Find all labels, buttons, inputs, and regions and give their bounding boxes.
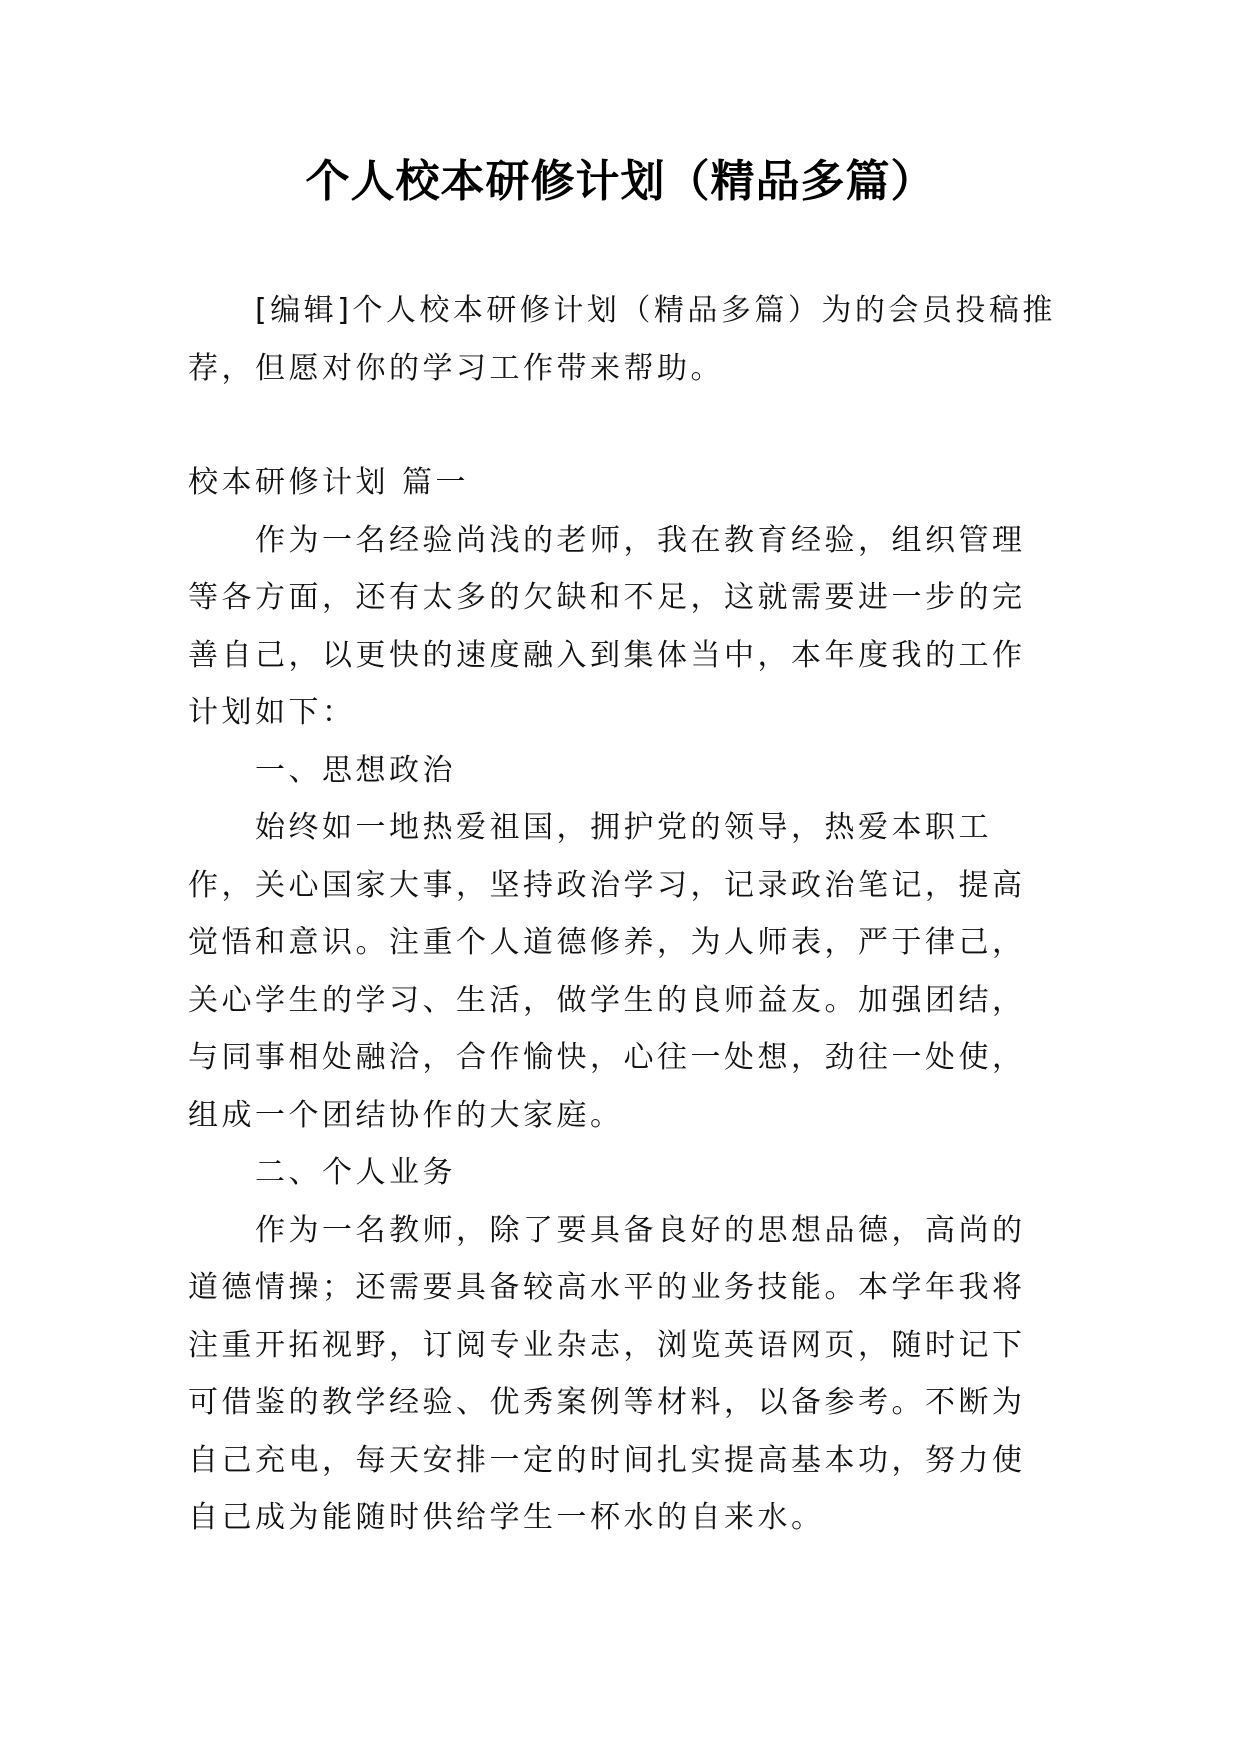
document-body xyxy=(188,282,1056,1547)
paragraph: 作为一名经验尚浅的老师，我在教育经验，组织管理等各方面，还有太多的欠缺和不足，这就需要进一步的完善自己，以更快的速度融入到集体当中，本年度我的工作计划如下： xyxy=(188,522,1026,730)
subheading-political: 一、思想政治 xyxy=(255,752,456,788)
paragraph: 作为一名教师，除了要具备良好的思想品德，高尚的道德情操；还需要具备较高水平的业务技能。本学年我将注重开拓视野，订阅专业杂志，浏览英语网页，随时记下可借鉴的教学经验、优秀案例等材料，以备参考。不断为自己充电，每天安排一定的时间扎实提高基本功，努力使自己成为能随时供给学生一杯水的自来水。 xyxy=(188,1212,1026,1535)
document-title: 个人校本研修计划（精品多篇） xyxy=(305,156,936,207)
subheading-business: 二、个人业务 xyxy=(255,1155,456,1190)
paragraph: 始终如一地热爱祖国，拥护党的领导，热爱本职工作，关心国家大事，坚持政治学习，记录政治笔记，提高觉悟和意识。注重个人道德修养，为人师表，严于律己，关心学生的学习、生活，做学生的良师益友。加强团结，与同事相处融洽，合作愉快，心往一处想，劲往一处使，组成一个团结协作的大家庭。 xyxy=(188,810,1026,1133)
section-heading: 校本研修计划 篇一 xyxy=(188,465,470,500)
intro-paragraph: [编辑]个人校本研修计划（精品多篇）为的会员投稿推荐，但愿对你的学习工作带来帮助。 xyxy=(188,293,1056,386)
